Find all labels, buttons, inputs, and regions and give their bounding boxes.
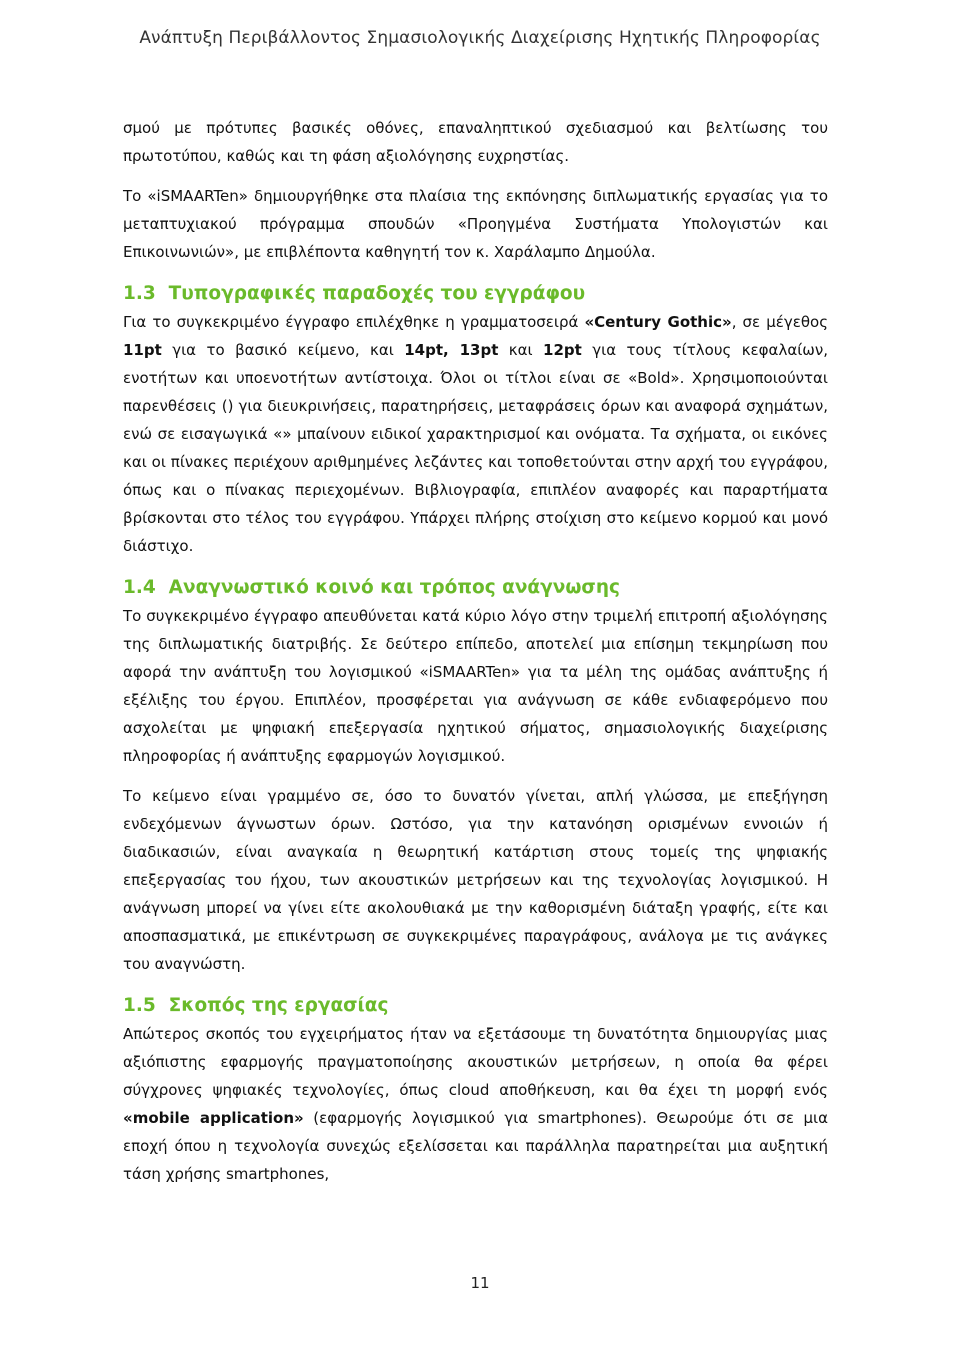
paragraph-continuation: σμού με πρότυπες βασικές οθόνες, επαναληπτικού σχεδιασμού και βελτίωσης του πρωτοτύπου, καθώς και τη φάση αξιολόγησης ευχρηστίας. (123, 119, 828, 165)
section-number: 1.5 (123, 995, 156, 1016)
section-title: Τυπογραφικές παραδοχές του εγγράφου (168, 283, 586, 304)
section-title: Αναγνωστικό κοινό και τρόπος ανάγνωσης (168, 577, 620, 598)
paragraph-typography: Για το συγκεκριμένο έγγραφο επιλέχθηκε η γραμματοσειρά «Century Gothic», σε μέγεθος 11pt για το βασικό κείμενο, και 14pt, 13pt και 12pt για τους τίτλους κεφαλαίων, ενοτήτων και υποενοτήτων αντίστοιχα. Όλοι οι τίτλοι είναι σε «Bold». Χρησιμοποιούνται παρενθέσεις () για διευκρινήσεις, παρατηρήσεις, μεταφράσεις όρων και αναφορά σχημάτων, ενώ σε εισαγωγικά «» μπαίνουν ειδικοί χαρακτηρισμοί και ονόματα. Τα σχήματα, οι εικόνες και οι πίνακες περιέχουν αριθμημένες λεζάντες και τοποθετούνται στην αρχή του εγγράφου, όπως και ο πίνακας περιεχομένων. Βιβλιογραφία, επιπλέον αναφορές και παραρτήματα βρίσκονται στο τέλος του εγγράφου. Υπάρχει πλήρης στοίχιση στο κείμενο κορμού και μονό διάστιχο. (123, 313, 828, 555)
section-heading-1-3 (123, 280, 828, 308)
section-number: 1.3 (123, 283, 156, 304)
page-body (123, 114, 828, 1188)
paragraph-audience: Το συγκεκριμένο έγγραφο απευθύνεται κατά κύριο λόγο στην τριμελή επιτροπή αξιολόγησης της διπλωματικής διατριβής. Σε δεύτερο επίπεδο, αποτελεί μια επίσημη τεκμηρίωση που αφορά την ανάπτυξη του λογισμικού «iSMAARTen» για τα μέλη της ομάδας ανάπτυξης ή εξέλιξης του έργου. Επιπλέον, προσφέρεται για ανάγνωση σε κάθε ενδιαφερόμενο που ασχολείται με ψηφιακή επεξεργασία ηχητικού σήματος, σημασιολογικής διαχείρισης πληροφορίας ή ανάπτυξης εφαρμογών λογισμικού. (123, 607, 828, 765)
section-number: 1.4 (123, 577, 156, 598)
paragraph-reading-mode: Το κείμενο είναι γραμμένο σε, όσο το δυνατόν γίνεται, απλή γλώσσα, με επεξήγηση ενδεχόμενων άγνωστων όρων. Ωστόσο, για την κατανόηση ορισμένων εννοιών ή διαδικασιών, είναι αναγκαία η θεωρητική κατάρτιση στους τομείς της ψηφιακής επεξεργασίας του ήχου, των ακουστικών μετρήσεων και της τεχνολογίας λογισμικού. Η ανάγνωση μπορεί να γίνει είτε ακολουθιακά με την καθορισμένη διάταξη γραφής, είτε και αποσπασματικά, με επικέντρωση σε συγκεκριμένες παραγράφους, ανάλογα με τις ανάγκες του αναγνώστη. (123, 787, 828, 973)
section-heading-1-4 (123, 574, 828, 602)
paragraph-ismaarten-origin: Το «iSMAARTen» δημιουργήθηκε στα πλαίσια της εκπόνησης διπλωματικής εργασίας για το μεταπτυχιακού πρόγραμμα σπουδών «Προηγμένα Συστήματα Υπολογιστών και Επικοινωνιών», με επιβλέποντα καθηγητή τον κ. Χαράλαμπο Δημούλα. (123, 187, 828, 261)
section-heading-1-5 (123, 992, 828, 1020)
section-title: Σκοπός της εργασίας (168, 995, 389, 1016)
running-header: Ανάπτυξη Περιβάλλοντος Σημασιολογικής Διαχείρισης Ηχητικής Πληροφορίας (139, 28, 821, 48)
page-number: 11 (470, 1274, 490, 1292)
paragraph-purpose: Απώτερος σκοπός του εγχειρήματος ήταν να εξετάσουμε τη δυνατότητα δημιουργίας μιας αξιόπιστης εφαρμογής πραγματοποίησης ακουστικών μετρήσεων, η οποία θα φέρει σύγχρονες ψηφιακές τεχνολογίες, όπως cloud αποθήκευση, και θα έχει τη μορφή ενός «mobile application» (εφαρμογής λογισμικού για smartphones). Θεωρούμε ότι σε μια εποχή όπου η τεχνολογία συνεχώς εξελίσσεται και παράλληλα παρατηρείται μια αυξητική τάση χρήσης smartphones, (123, 1025, 828, 1183)
